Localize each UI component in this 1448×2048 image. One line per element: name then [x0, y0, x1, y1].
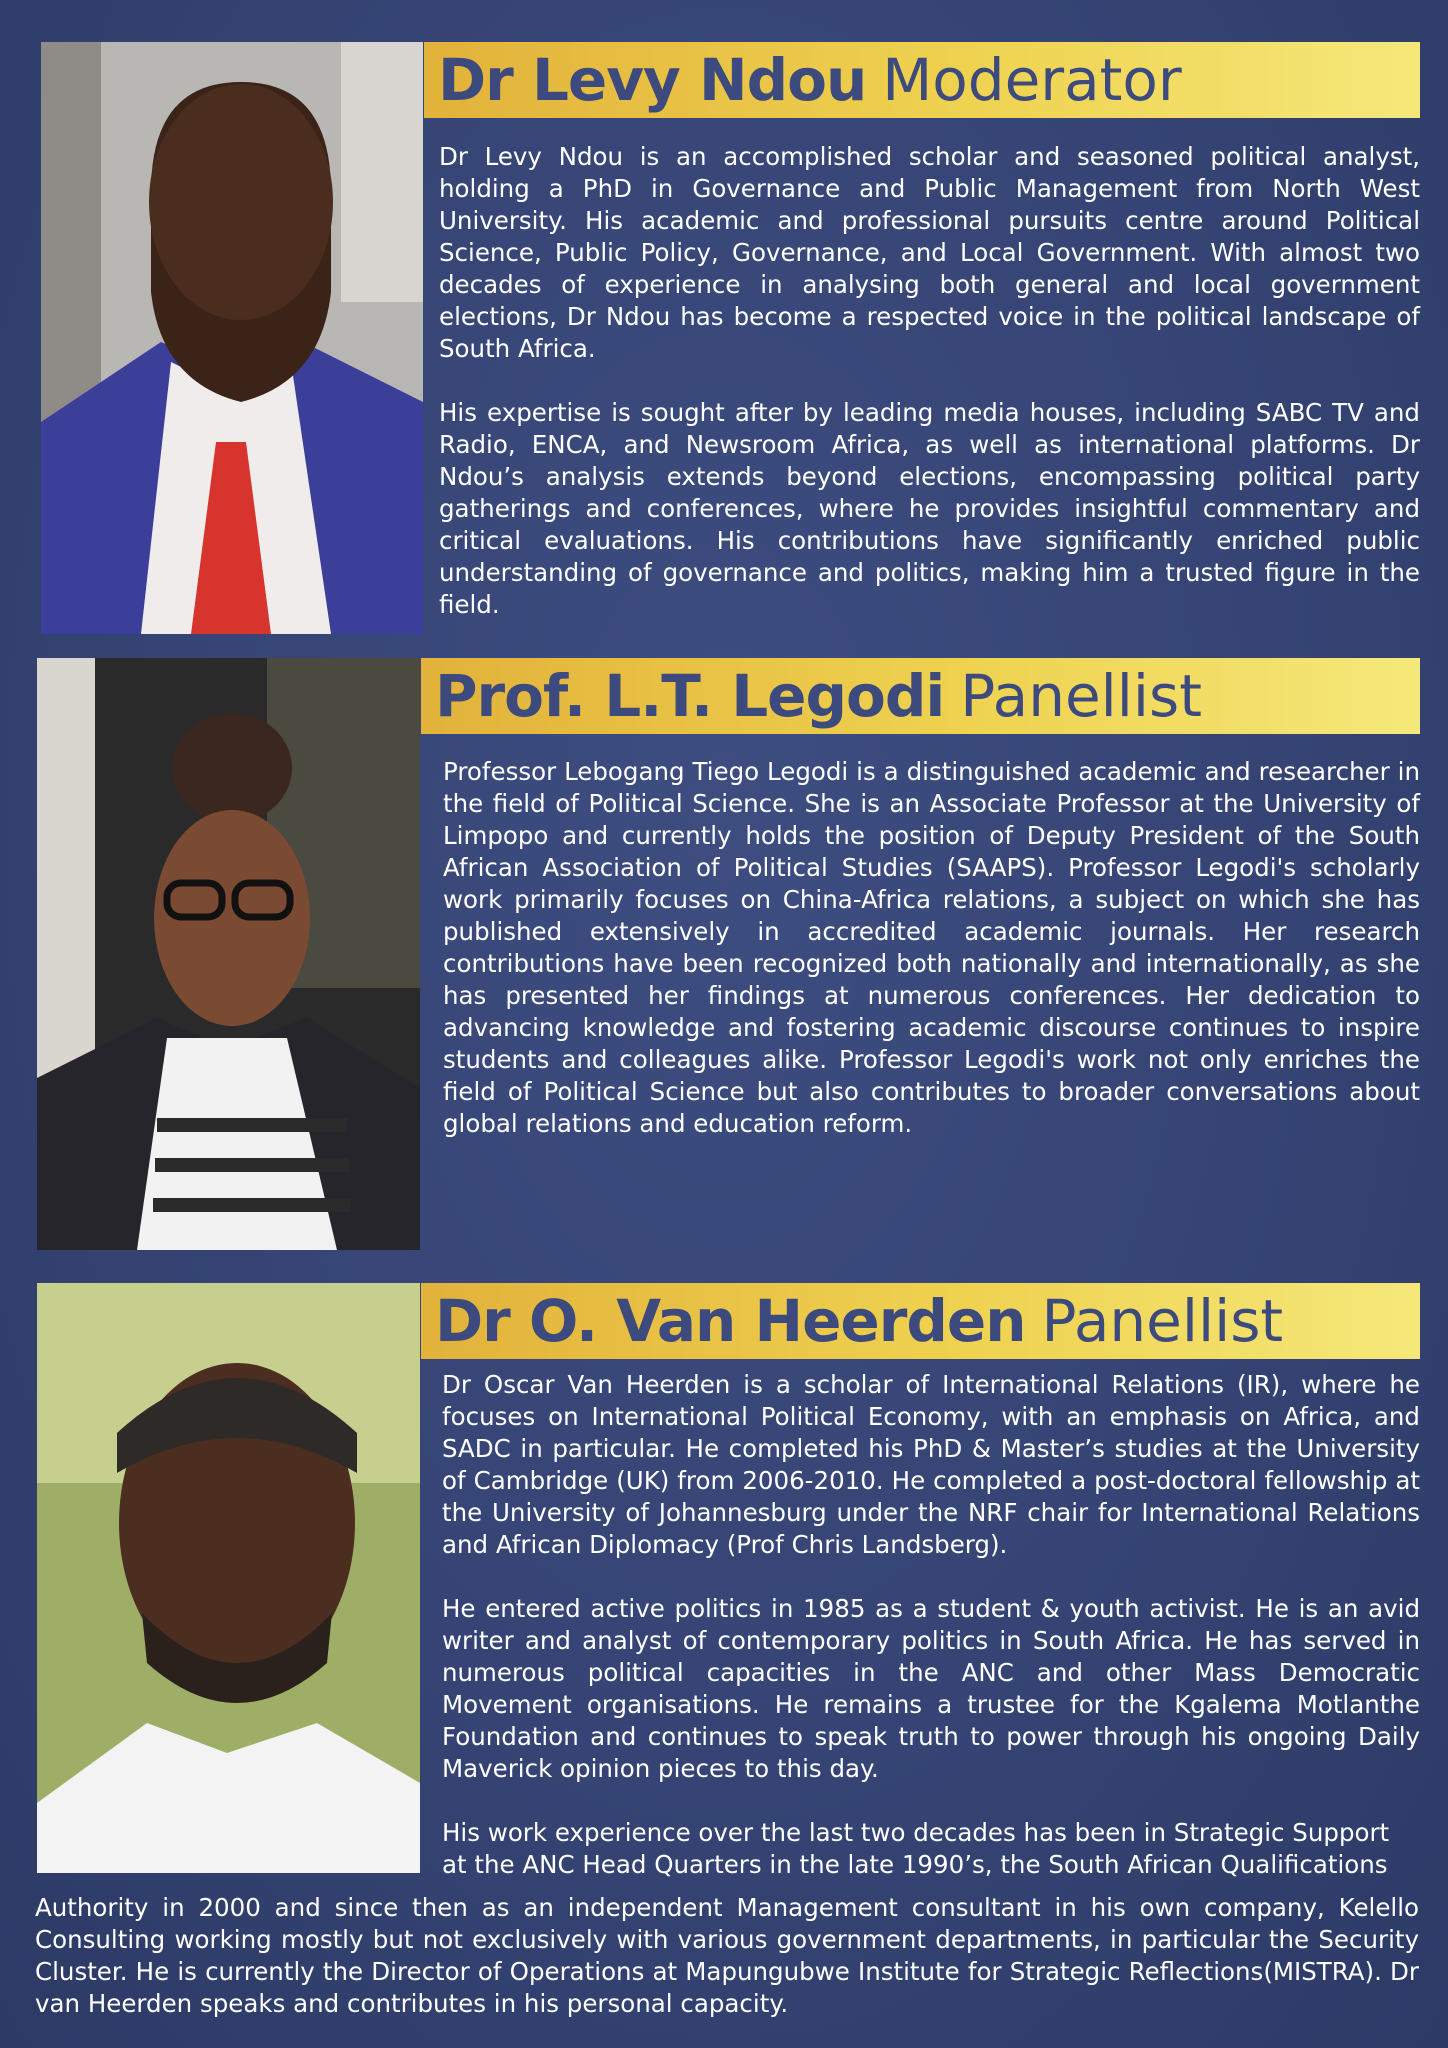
speaker-role: Moderator [882, 46, 1182, 114]
portrait-levy-ndou [41, 42, 423, 634]
bio-o-van-heerden [442, 1369, 1420, 1881]
heading-banner-o-van-heerden [421, 1283, 1420, 1359]
speaker-name: Dr O. Van Heerden [435, 1287, 1026, 1355]
heading-banner-lt-legodi [421, 658, 1420, 734]
speaker-role: Panellist [960, 662, 1202, 730]
speaker-role: Panellist [1041, 1287, 1284, 1355]
speaker-name: Dr Levy Ndou [438, 46, 867, 114]
portrait-o-van-heerden [37, 1283, 420, 1873]
bio-lt-legodi [443, 756, 1420, 1140]
bio-continuation-o-van-heerden: Authority in 2000 and since then as an independent Management consultant in his own company, Kelello Consulting working mostly but not exclusively with various government departments, in particular the Security Cluster. He is currently the Director of Operations at Mapungubwe Institute for Strategic Reflections(MISTRA). Dr van Heerden speaks and contributes in his personal capacity. [35, 1893, 1419, 2018]
portrait-lt-legodi-illustration [37, 658, 420, 1250]
portrait-o-van-heerden-illustration [37, 1283, 420, 1873]
speaker-name: Prof. L.T. Legodi [435, 662, 945, 730]
bio-paragraph: Dr Levy Ndou is an accomplished scholar and seasoned political analyst, holding a PhD in Governance and Public Management from North West University. His academic and professional pursuits centre around Political Science, Public Policy, Governance, and Local Government. With almost two decades of experience in analysing both general and local government elections, Dr Ndou has become a respected voice in the political landscape of South Africa. [439, 142, 1420, 363]
portrait-lt-legodi [37, 658, 420, 1250]
bio-paragraph: His work experience over the last two decades has been in Strategic Support at the ANC Head Quarters in the late 1990’s, the South African Qualifications [442, 1818, 1390, 1879]
portrait-levy-ndou-illustration [41, 42, 423, 634]
bio-paragraph: He entered active politics in 1985 as a student & youth activist. He is an avid writer and analyst of contemporary politics in South Africa. He has served in numerous political capacities in the ANC and other Mass Democratic Movement organisations. He remains a trustee for the Kgalema Motlanthe Foundation and continues to speak truth to power through his ongoing Daily Maverick opinion pieces to this day. [442, 1594, 1420, 1783]
bio-paragraph: His expertise is sought after by leading media houses, including SABC TV and Radio, ENCA, and Newsroom Africa, as well as international platforms. Dr Ndou’s analysis extends beyond elections, encompassing political party gatherings and conferences, where he provides insightful commentary and critical evaluations. His contributions have significantly enriched public understanding of governance and politics, making him a trusted figure in the field. [439, 398, 1420, 619]
bio-levy-ndou [439, 141, 1420, 621]
bio-paragraph: Professor Lebogang Tiego Legodi is a distinguished academic and researcher in the field of Political Science. She is an Associate Professor at the University of Limpopo and currently holds the position of Deputy President of the South African Association of Political Studies (SAAPS). Professor Legodi's scholarly work primarily focuses on China-Africa relations, a subject on which she has published extensively in accredited academic journals. Her research contributions have been recognized both nationally and internationally, as she has presented her findings at numerous conferences. Her dedication to advancing knowledge and fostering academic discourse continues to inspire students and colleagues alike. Professor Legodi's work not only enriches the field of Political Science but also contributes to broader conversations about global relations and education reform. [443, 757, 1420, 1138]
heading-banner-levy-ndou [424, 42, 1420, 118]
bio-paragraph: Dr Oscar Van Heerden is a scholar of International Relations (IR), where he focuses on International Political Economy, with an emphasis on Africa, and SADC in particular. He completed his PhD & Master’s studies at the University of Cambridge (UK) from 2006-2010. He completed a post-doctoral fellowship at the University of Johannesburg under the NRF chair for International Relations and African Diplomacy (Prof Chris Landsberg). [442, 1370, 1420, 1559]
